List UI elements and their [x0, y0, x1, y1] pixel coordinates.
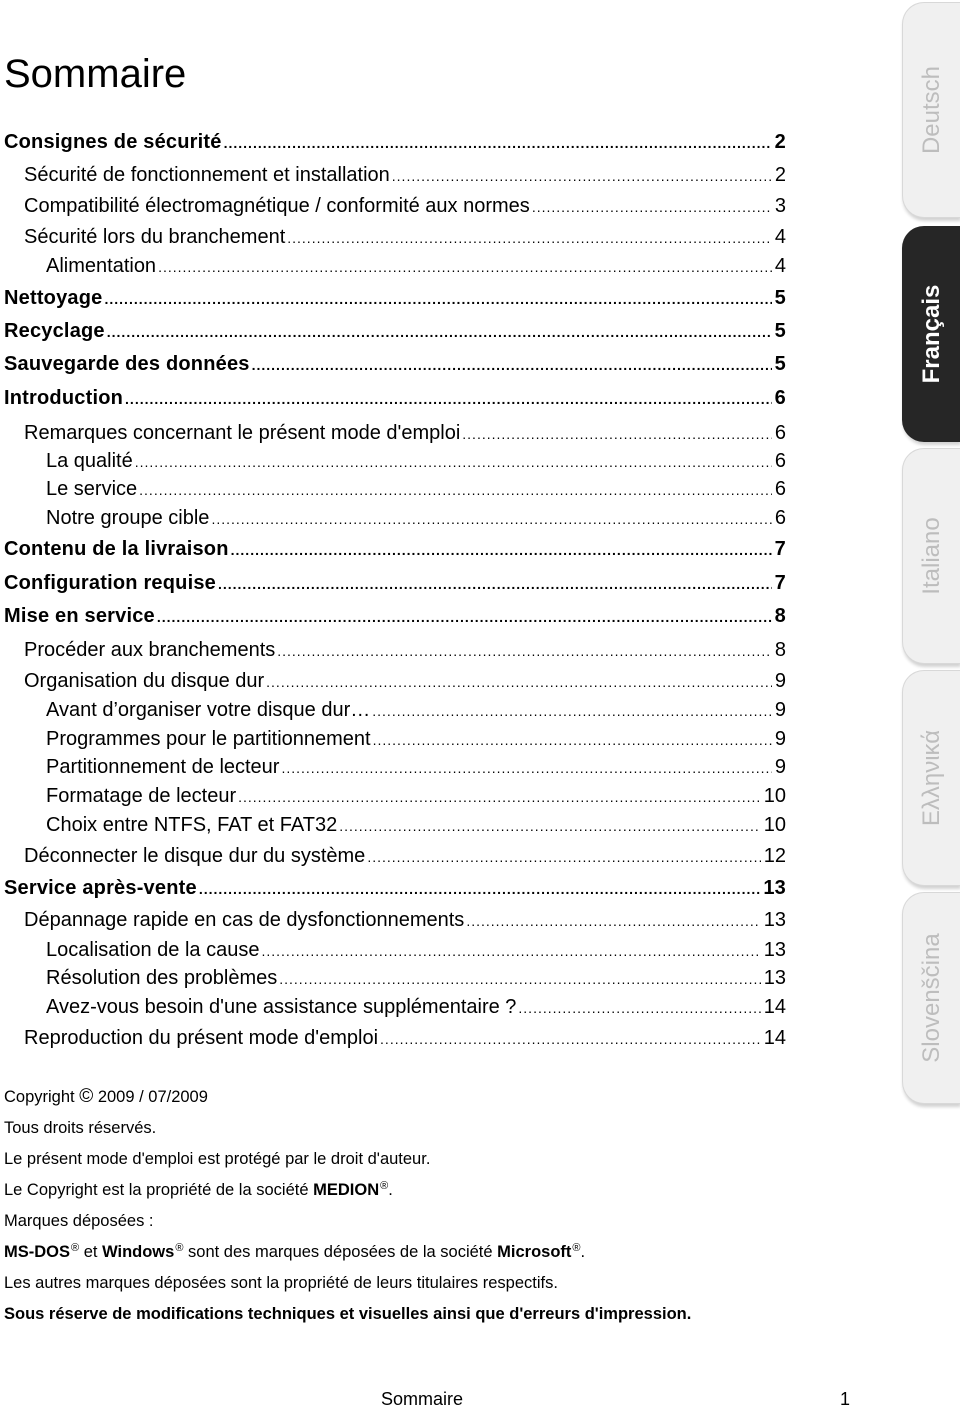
owner-line — [4, 1179, 393, 1201]
toc-entry[interactable] — [46, 253, 786, 280]
toc-dot-leader — [339, 813, 761, 839]
toc-entry[interactable] — [4, 129, 786, 156]
toc-entry[interactable] — [24, 224, 786, 251]
tab-italiano[interactable] — [902, 448, 960, 664]
toc-entry[interactable] — [46, 783, 786, 810]
toc-entry-label: La qualité — [46, 450, 133, 472]
toc-entry-label: Sécurité de fonctionnement et installation — [24, 164, 390, 186]
toc-entry-label: Avant d’organiser votre disque dur… — [46, 699, 371, 721]
toc-dot-leader — [135, 449, 772, 475]
owner-period: . — [388, 1181, 393, 1199]
toc-dot-leader — [218, 571, 772, 597]
toc-entry-label: Notre groupe cible — [46, 507, 210, 529]
trademarks-heading: Marques déposées : — [4, 1212, 154, 1230]
toc-entry-page: 9 — [774, 670, 786, 692]
page-title: Sommaire — [4, 52, 187, 96]
toc-entry-label: Reproduction du présent mode d'emploi — [24, 1027, 379, 1049]
trademarks-text: sont des marques déposées de la société — [188, 1243, 493, 1261]
toc-dot-leader — [367, 844, 760, 870]
toc-entry-label: Sauvegarde des données — [4, 353, 250, 375]
toc-entry[interactable] — [4, 285, 786, 312]
toc-entry-label: Partitionnement de lecteur — [46, 756, 280, 778]
language-tabs — [902, 0, 960, 1110]
toc-entry[interactable] — [4, 385, 786, 412]
toc-entry[interactable] — [24, 907, 786, 934]
toc-entry-page: 6 — [774, 387, 786, 409]
toc-dot-leader — [373, 727, 772, 753]
toc-dot-leader — [107, 319, 772, 345]
rights-line: Tous droits réservés. — [4, 1119, 157, 1137]
disclaimer-line — [4, 1303, 691, 1325]
toc-entry-page: 5 — [774, 320, 786, 342]
toc-entry[interactable] — [4, 570, 786, 597]
toc-entry[interactable] — [24, 668, 786, 695]
toc-entry-label: Programmes pour le partitionnement — [46, 728, 371, 750]
registered-mark: ® — [572, 1241, 581, 1254]
toc-entry[interactable] — [4, 603, 786, 630]
tab-label: Ελληνικά — [917, 729, 945, 827]
toc-entry-page: 10 — [763, 814, 786, 836]
tab-ellinika[interactable] — [902, 670, 960, 886]
toc-entry-page: 14 — [763, 1027, 786, 1049]
tab-label: Slovenščina — [917, 933, 945, 1063]
toc-dot-leader — [462, 421, 772, 447]
other-trademarks-line: Les autres marques déposées sont la propriété de leurs titulaires respectifs. — [4, 1274, 558, 1292]
toc-entry-label: Recyclage — [4, 320, 105, 342]
toc-entry-label: Nettoyage — [4, 287, 103, 309]
toc-entry[interactable] — [46, 476, 786, 503]
toc-entry[interactable] — [24, 162, 786, 189]
copyright-label: Copyright — [4, 1088, 75, 1106]
toc-entry-page: 6 — [774, 422, 786, 444]
toc-dot-leader — [252, 352, 772, 378]
toc-entry-page: 5 — [774, 353, 786, 375]
toc-dot-leader — [105, 286, 772, 312]
tab-slovenscina[interactable] — [902, 892, 960, 1104]
toc-entry-label: Mise en service — [4, 605, 155, 627]
toc-dot-leader — [139, 477, 772, 503]
tab-label: Deutsch — [917, 65, 945, 155]
toc-entry-page: 4 — [774, 226, 786, 248]
toc-entry-page: 13 — [763, 877, 786, 899]
copyright-date: 2009 / 07/2009 — [97, 1088, 208, 1106]
toc-entry-page: 9 — [774, 728, 786, 750]
toc-dot-leader — [380, 1026, 761, 1052]
toc-dot-leader — [287, 225, 772, 251]
toc-entry[interactable] — [46, 754, 786, 781]
toc-entry-page: 4 — [774, 255, 786, 277]
registered-mark: ® — [71, 1241, 80, 1254]
toc-entry[interactable] — [24, 420, 786, 447]
toc-entry-label: Configuration requise — [4, 572, 216, 594]
toc-entry-page: 6 — [774, 507, 786, 529]
toc-entry-page: 8 — [774, 605, 786, 627]
toc-entry-label: Choix entre NTFS, FAT et FAT32 — [46, 814, 338, 836]
toc-dot-leader — [157, 604, 772, 630]
toc-entry-label: Déconnecter le disque dur du système — [24, 845, 366, 867]
toc-entry-page: 5 — [774, 287, 786, 309]
toc-entry-label: Remarques concernant le présent mode d'emploi — [24, 422, 461, 444]
toc-entry[interactable] — [46, 697, 786, 724]
brand-msdos: MS-DOS — [4, 1243, 70, 1261]
tab-label: Français — [917, 284, 945, 384]
brand-microsoft: Microsoft — [497, 1243, 572, 1261]
toc-entry[interactable] — [46, 812, 786, 839]
trademarks-conjunction: et — [83, 1243, 98, 1261]
brand-medion: MEDION — [313, 1181, 380, 1199]
toc-dot-leader — [238, 784, 761, 810]
owner-text: Le Copyright est la propriété de la société — [4, 1181, 309, 1199]
toc-dot-leader — [277, 638, 772, 664]
toc-dot-leader — [279, 966, 761, 992]
brand-windows: Windows — [102, 1243, 175, 1261]
copyright-line — [4, 1086, 208, 1108]
toc-dot-leader — [372, 698, 772, 724]
toc-entry[interactable] — [4, 318, 786, 345]
registered-mark: ® — [380, 1179, 389, 1192]
toc-dot-leader — [266, 669, 772, 695]
toc-entry-page: 13 — [763, 939, 786, 961]
toc-entry-label: Procéder aux branchements — [24, 639, 276, 661]
footer-page-number: 1 — [840, 1389, 851, 1409]
tab-francais[interactable] — [902, 226, 960, 442]
tab-label: Italiano — [917, 517, 945, 595]
toc-dot-leader — [211, 506, 771, 532]
toc-entry-page: 14 — [763, 996, 786, 1018]
toc-entry[interactable] — [24, 193, 786, 220]
copyright-symbol: © — [79, 1086, 94, 1107]
tab-deutsch[interactable] — [902, 2, 960, 218]
toc-entry-label: Introduction — [4, 387, 124, 409]
toc-dot-leader — [518, 995, 760, 1021]
toc-entry-label: Compatibilité électromagnétique / conformité aux normes — [24, 195, 530, 217]
toc-dot-leader — [466, 908, 760, 934]
toc-entry-page: 2 — [774, 131, 786, 153]
toc-entry-label: Consignes de sécurité — [4, 131, 222, 153]
toc-entry[interactable] — [24, 637, 786, 664]
toc-dot-leader — [231, 537, 772, 563]
toc-entry[interactable] — [46, 505, 786, 532]
toc-dot-leader — [125, 386, 772, 412]
toc-entry-label: Le service — [46, 478, 138, 500]
registered-mark: ® — [175, 1241, 184, 1254]
toc-dot-leader — [281, 755, 771, 781]
toc-dot-leader — [158, 254, 772, 280]
toc-entry-page: 7 — [774, 538, 786, 560]
toc-entry[interactable] — [24, 1025, 786, 1052]
toc-entry-label: Contenu de la livraison — [4, 538, 229, 560]
toc-entry-label: Service après-vente — [4, 877, 197, 899]
toc-entry[interactable] — [46, 965, 786, 992]
toc-entry[interactable] — [4, 875, 786, 902]
toc-entry-page: 10 — [763, 785, 786, 807]
toc-entry-label: Formatage de lecteur — [46, 785, 237, 807]
toc-entry[interactable] — [46, 726, 786, 753]
toc-dot-leader — [532, 194, 772, 220]
toc-entry-page: 6 — [774, 450, 786, 472]
toc-entry-page: 9 — [774, 756, 786, 778]
toc-entry-page: 7 — [774, 572, 786, 594]
footer-title: Sommaire — [381, 1389, 464, 1409]
toc-entry-label: Sécurité lors du branchement — [24, 226, 286, 248]
trademarks-period: . — [580, 1243, 586, 1261]
toc-dot-leader — [261, 938, 760, 964]
toc-entry-page: 9 — [774, 699, 786, 721]
toc-dot-leader — [224, 130, 772, 156]
toc-entry[interactable] — [46, 448, 786, 475]
toc-entry-label: Dépannage rapide en cas de dysfonctionnements — [24, 909, 465, 931]
disclaimer-text: Sous réserve de modifications techniques et visuelles ainsi que d'erreurs d'impression. — [4, 1305, 692, 1323]
trademarks-line — [4, 1241, 585, 1263]
toc-dot-leader — [392, 163, 772, 189]
toc-entry-page: 13 — [763, 967, 786, 989]
toc-entry-page: 3 — [774, 195, 786, 217]
toc-entry[interactable] — [24, 843, 786, 870]
toc-entry-label: Avez-vous besoin d'une assistance supplémentaire ? — [46, 996, 517, 1018]
toc-entry-page: 12 — [763, 845, 786, 867]
toc-entry[interactable] — [4, 351, 786, 378]
toc-entry[interactable] — [4, 536, 786, 563]
toc-entry-label: Localisation de la cause — [46, 939, 260, 961]
toc-dot-leader — [199, 876, 761, 902]
toc-entry-label: Organisation du disque dur — [24, 670, 265, 692]
toc-entry-page: 13 — [763, 909, 786, 931]
toc-entry[interactable] — [46, 937, 786, 964]
protection-line: Le présent mode d'emploi est protégé par le droit d'auteur. — [4, 1150, 431, 1168]
toc-entry[interactable] — [46, 994, 786, 1021]
toc-entry-page: 6 — [774, 478, 786, 500]
toc-entry-page: 2 — [774, 164, 786, 186]
toc-entry-label: Résolution des problèmes — [46, 967, 278, 989]
toc-entry-page: 8 — [774, 639, 786, 661]
toc-entry-label: Alimentation — [46, 255, 157, 277]
